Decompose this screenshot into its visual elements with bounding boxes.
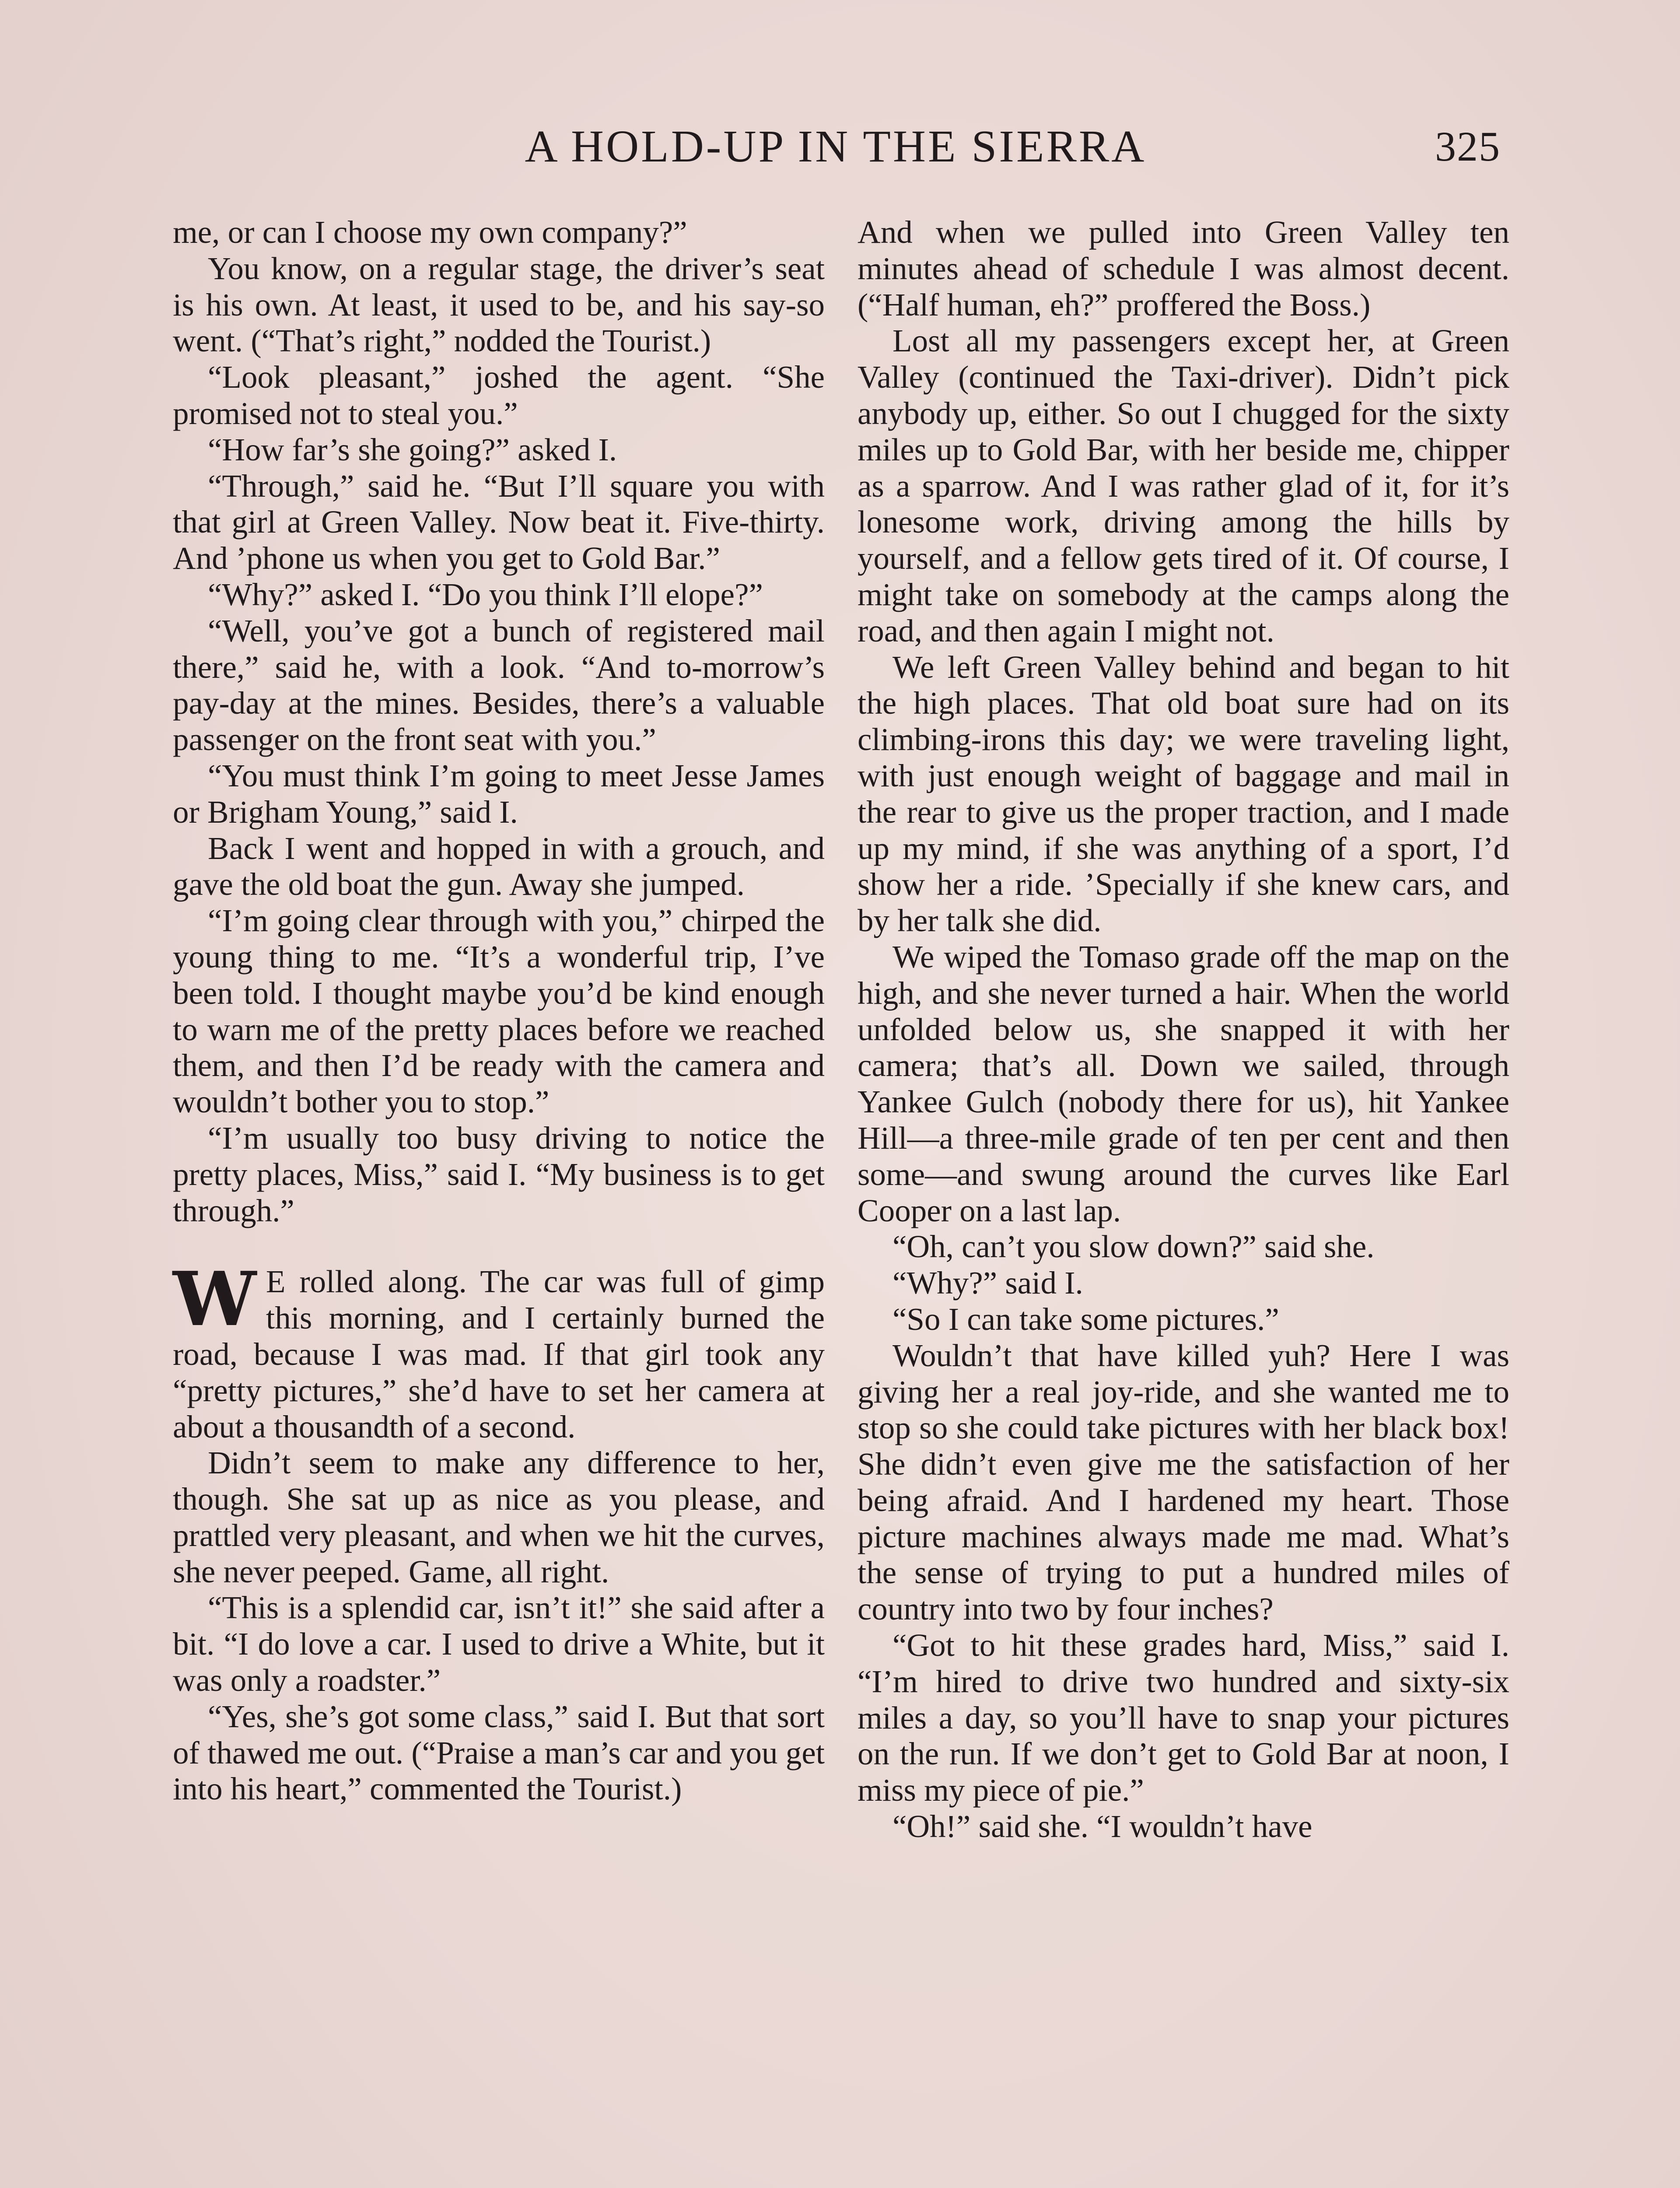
paragraph: And when we pulled into Green Valley ten minutes ahead of schedule I was almost decent. (“Half human, eh?” proffered the Boss.) [858, 214, 1509, 323]
paragraph: “Why?” asked I. “Do you think I’ll elope?” [208, 576, 763, 612]
paragraph: “This is a splendid car, isn’t it!” she said after a bit. “I do love a car. I used to drive a White, but it was only a roadster.” [173, 1590, 825, 1698]
paragraph: Back I went and hopped in with a grouch, and gave the old boat the gun. Away she jumped. [173, 830, 825, 902]
paragraph: “Got to hit these grades hard, Miss,” said I. “I’m hired to drive two hundred and sixty-six miles a day, so you’ll have to snap your pictures on the run. If we don’t get to Gold Bar at noon, I miss my piece of pie.” [858, 1627, 1509, 1808]
paragraph: “I’m going clear through with you,” chirped the young thing to me. “It’s a wonderful trip, I’ve been told. I thought maybe you’d be kind enough to warn me of the pretty places before we reached them, and then I’d be ready with the camera and wouldn’t bother you to stop.” [173, 903, 825, 1120]
paragraph: “Yes, she’s got some class,” said I. But that sort of thawed me out. (“Praise a man’s car and you get into his heart,” commented the Tourist.) [173, 1698, 825, 1807]
paragraph: “Through,” said he. “But I’ll square you with that girl at Green Valley. Now beat it. Five-thirty. And ’phone us when you get to Gold Bar.” [173, 468, 825, 576]
left-column [173, 214, 825, 1807]
paragraph: We left Green Valley behind and began to hit the high places. That old boat sure had on its climbing-irons this day; we were traveling light, with just enough weight of baggage and mail in the rear to give us the proper traction, and I made up my mind, if she was anything of a sport, I’d show her a ride. ’Specially if she knew cars, and by her talk she did. [858, 649, 1509, 939]
page-header [171, 118, 1501, 175]
drop-cap: W [173, 1255, 256, 1343]
paragraph: We wiped the Tomaso grade off the map on the high, and she never turned a hair. When the world unfolded below us, she snapped it with her camera; that’s all. Down we sailed, through Yankee Gulch (nobody there for us), hit Yankee Hill—a three-mile grade of ten per cent and then some—and swung around the curves like Earl Cooper on a last lap. [858, 939, 1509, 1228]
paragraph: “How far’s she going?” asked I. [208, 431, 617, 467]
paragraph: “I’m usually too busy driving to notice the pretty places, Miss,” said I. “My business is to get through.” [173, 1120, 825, 1228]
paragraph: “So I can take some pictures.” [892, 1301, 1279, 1337]
paragraph: You know, on a regular stage, the driver’s seat is his own. At least, it used to be, and his say-so went. (“That’s right,” nodded the Tourist.) [173, 250, 825, 359]
right-column [858, 214, 1509, 1845]
section-first-paragraph [173, 1255, 825, 1445]
paragraph: Wouldn’t that have killed yuh? Here I was giving her a real joy-ride, and she wanted me to stop so she could take pictures with her black box! She didn’t even give me the satisfaction of her being afraid. And I hardened my heart. Those picture machines always made me mad. What’s the sense of trying to put a hundred miles of country into two by four inches? [858, 1337, 1509, 1627]
paragraph: “Well, you’ve got a bunch of registered mail there,” said he, with a look. “And to-morrow’s pay-day at the mines. Besides, there’s a valuable passenger on the front seat with you.” [173, 613, 825, 757]
paragraph: “Look pleasant,” joshed the agent. “She promised not to steal you.” [173, 359, 825, 431]
paragraph: me, or can I choose my own company?” [173, 214, 687, 250]
section-first-text: E rolled along. The car was full of gimp this morning, and I certainly burned the road, because I was mad. If that girl took any “pretty pictures,” she’d have to set her camera at about a thousandth of a second. [173, 1264, 825, 1445]
page-number: 325 [1435, 123, 1501, 170]
paragraph: Didn’t seem to make any difference to her, though. She sat up as nice as you please, and prattled very pleasant, and when we hit the curves, she never peeped. Game, all right. [173, 1445, 825, 1589]
paragraph: Lost all my passengers except her, at Green Valley (continued the Taxi-driver). Didn’t pick anybody up, either. So out I chugged for the sixty miles up to Gold Bar, with her beside me, chipper as a sparrow. And I was rather glad of it, for it’s lonesome work, driving among the hills by yourself, and a fellow gets tired of it. Of course, I might take on somebody at the camps along the road, and then again I might not. [858, 323, 1509, 649]
paragraph: “Oh, can’t you slow down?” said she. [892, 1229, 1375, 1265]
paragraph: “Why?” said I. [892, 1265, 1083, 1301]
running-title: A HOLD-UP IN THE SIERRA [525, 121, 1147, 172]
paragraph: “Oh!” said she. “I wouldn’t have [892, 1809, 1312, 1844]
paragraph: “You must think I’m going to meet Jesse James or Brigham Young,” said I. [173, 757, 825, 830]
